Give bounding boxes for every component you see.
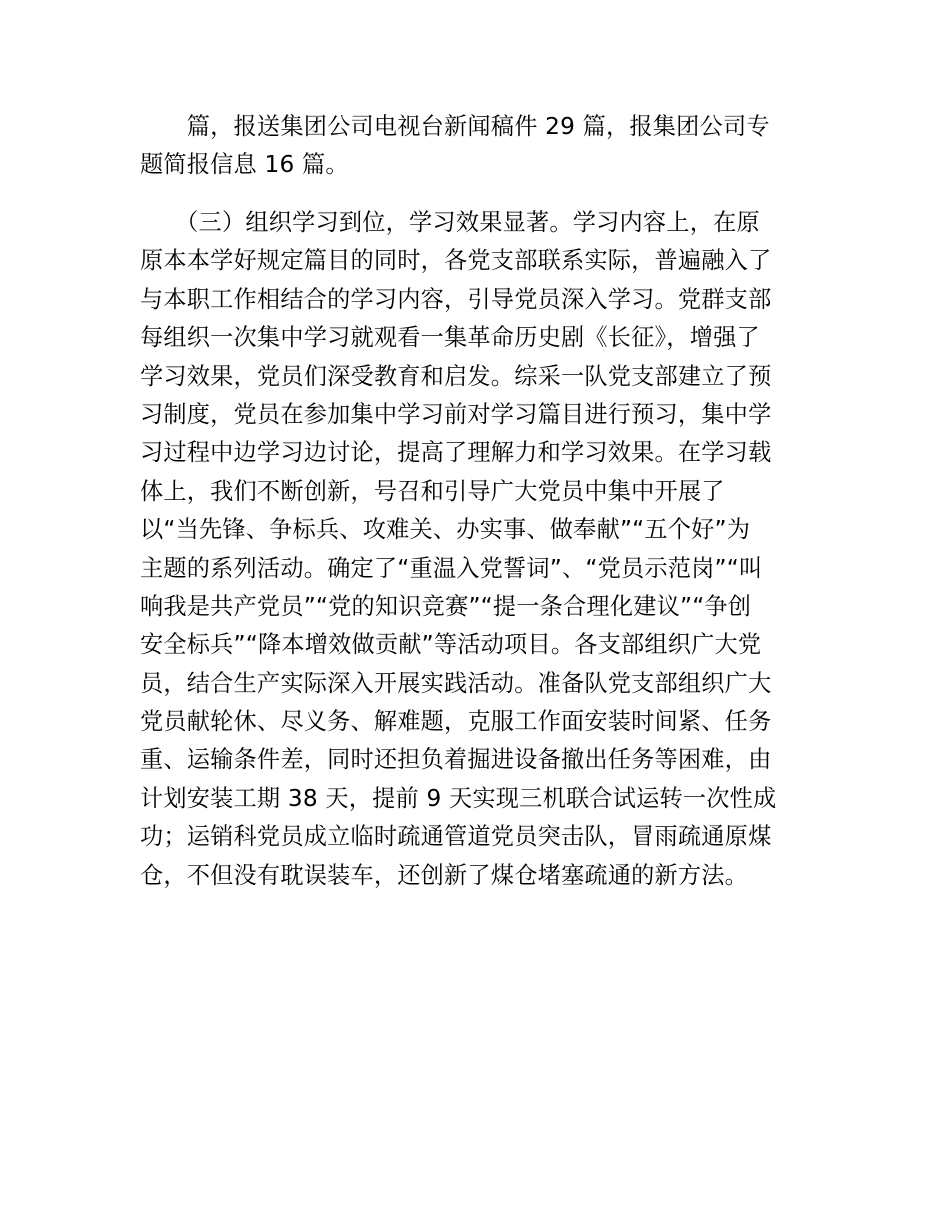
paragraph-line: 计划安装工期 38 天，提前 9 天实现三机联合试运转一次性成 <box>140 784 777 812</box>
paragraph-line: 学习效果，党员们深受教育和启发。综采一队党支部建立了预 <box>140 362 772 390</box>
paragraph-line: 响我是共产党员”“党的知识竞赛”“提一条合理化建议”“争创 <box>140 592 752 620</box>
paragraph-line: 每组织一次集中学习就观看一集革命历史剧《长征》，增强了 <box>140 324 760 352</box>
paragraph-line: 习过程中边学习边讨论，提高了理解力和学习效果。在学习载 <box>140 439 772 467</box>
paragraph-line: 功；运销科党员成立临时疏通管道党员突击队，冒雨疏通原煤 <box>140 823 772 851</box>
paragraph-line: 仓，不但没有耽误装车，还创新了煤仓堵塞疏通的新方法。 <box>140 861 749 889</box>
paragraph-line: （三）组织学习到位，学习效果显著。学习内容上，在原 <box>140 209 760 236</box>
paragraph-2 <box>140 204 815 895</box>
paragraph-line: 与本职工作相结合的学习内容，引导党员深入学习。党群支部 <box>140 285 772 313</box>
paragraph-line: 以“当先锋、争标兵、攻难关、办实事、做奉献”“五个好”为 <box>140 516 751 544</box>
paragraph-line: 员，结合生产实际深入开展实践活动。准备队党支部组织广大 <box>140 669 772 697</box>
paragraph-line: 主题的系列活动。确定了“重温入党誓词”、“党员示范岗”“叫 <box>140 554 763 582</box>
paragraph-line: 篇，报送集团公司电视台新闻稿件 29 篇，报集团公司专 <box>140 113 770 140</box>
paragraph-line: 体上，我们不断创新，号召和引导广大党员中集中开展了 <box>140 477 725 505</box>
paragraph-line: 安全标兵”“降本增效做贡献”等活动项目。各支部组织广大党 <box>140 631 762 659</box>
paragraph-line: 党员献轮休、尽义务、解难题，克服工作面安装时间紧、任务 <box>140 708 772 736</box>
paragraph-line: 重、运输条件差，同时还担负着掘进设备撤出任务等困难，由 <box>140 746 772 774</box>
paragraph-line: 原本本学好规定篇目的同时，各党支部联系实际，普遍融入了 <box>140 247 772 275</box>
paragraph-1 <box>140 108 815 185</box>
paragraph-line: 题简报信息 16 篇。 <box>140 151 349 179</box>
paragraph-line: 习制度，党员在参加集中学习前对学习篇目进行预习，集中学 <box>140 400 772 428</box>
